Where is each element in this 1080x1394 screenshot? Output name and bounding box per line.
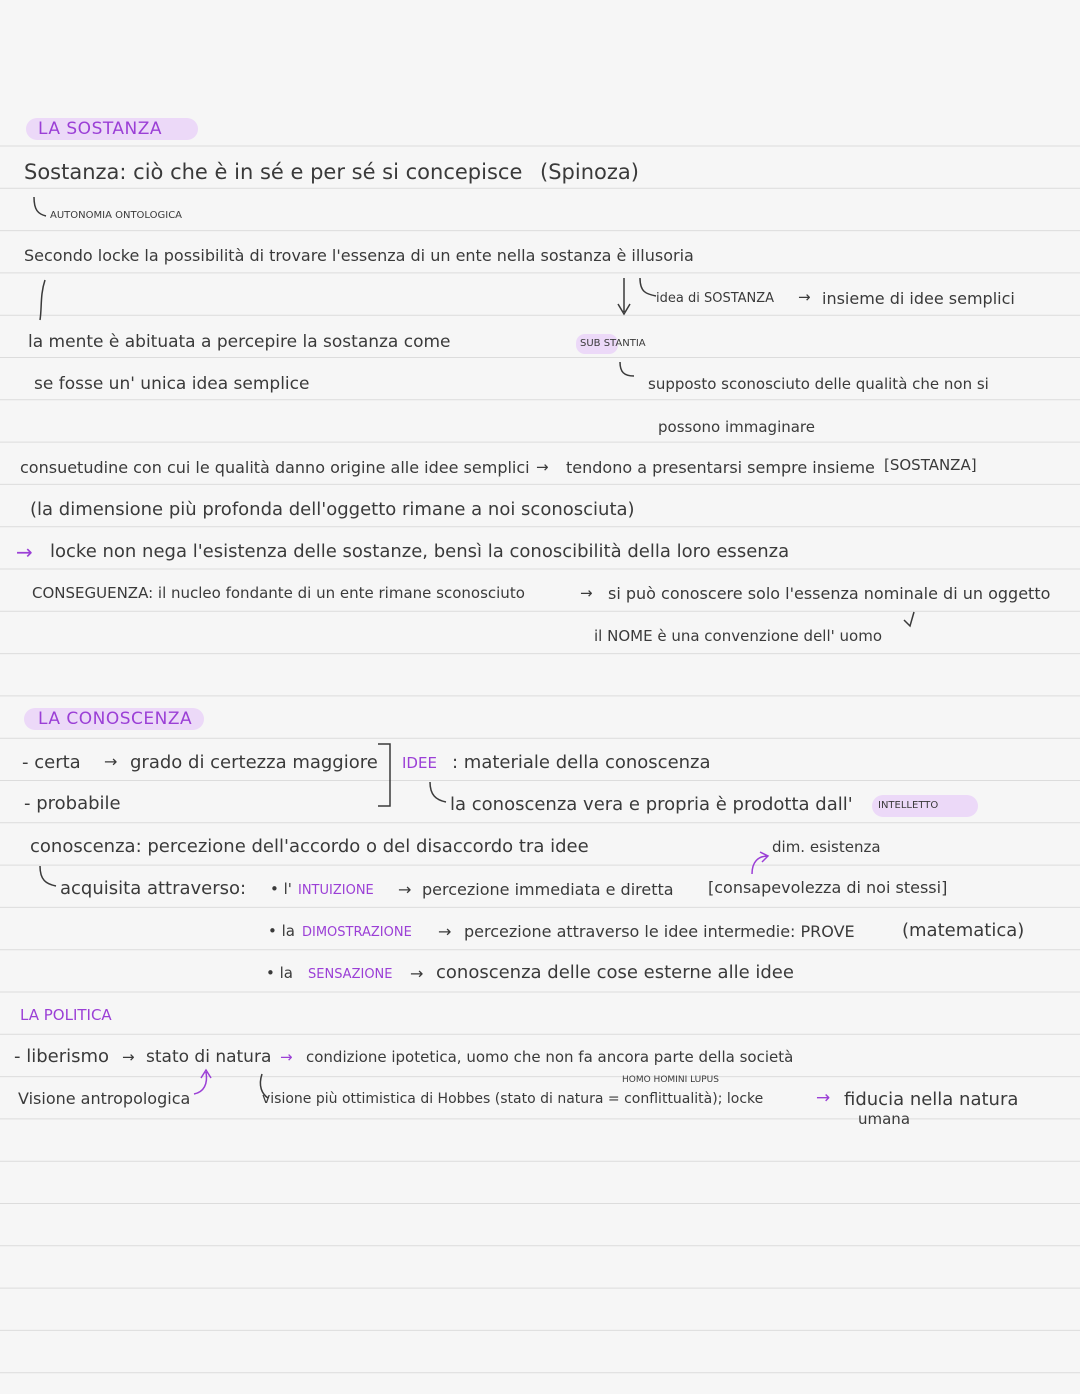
supposto-line-1: supposto sconosciuto delle qualità che non si [648,375,989,393]
connector-arrow-down-sostanza [618,278,630,314]
dimostrazione-label: DIMOSTRAZIONE [302,925,412,940]
dimostrazione-bullet: • la [268,922,295,940]
liberismo-item: - liberismo [14,1046,110,1067]
visione-ottimistica-line: visione più ottimistica di Hobbes (stato di natura = conflittualità); locke [262,1091,764,1107]
intelletto-label: INTELLETTO [878,800,939,811]
acquisita-label: acquisita attraverso: [60,878,247,899]
arrow-right-icon: → [798,288,811,306]
idea-sostanza-label: idea di SOSTANZA [656,291,775,306]
arrow-right-icon: → [410,964,424,983]
consuetudine-line: consuetudine con cui le qualità danno origine alle idee semplici [20,458,530,477]
homo-homini-lupus-label: HOMO HOMINI LUPUS [622,1075,719,1085]
nome-convenzione-line: il NOME è una convenzione dell' uomo [594,627,883,645]
arrow-right-icon: → [816,1088,831,1108]
section-heading-politica: LA POLITICA [20,1006,112,1024]
visione-antropologica-label: Visione antropologica [18,1089,191,1108]
arrow-right-icon: → [580,584,593,602]
fiducia-natura-label: fiducia nella natura [844,1089,1019,1110]
mente-line-2: se fosse un' unica idea semplice [34,374,310,394]
bracket-certezza [378,744,390,806]
arrow-right-icon: → [536,458,549,476]
sostanza-definition: Sostanza: ciò che è in sé e per sé si concepisce [24,160,523,184]
tendono-line: tendono a presentarsi sempre insieme [566,458,875,477]
sensazione-desc: conoscenza delle cose esterne alle idee [436,962,794,983]
certa-item: - certa [22,752,81,773]
essenza-nominale-line: si può conoscere solo l'essenza nominale di un oggetto [608,584,1051,603]
consapevolezza-label: [consapevolezza di noi stessi] [708,878,948,897]
substantia-label: SUB STANTIA [580,338,646,349]
probabile-item: - probabile [24,793,121,814]
prodotta-line: la conoscenza vera e propria è prodotta dall' [450,794,853,815]
idee-label: IDEE [402,754,437,772]
intuizione-label: INTUIZIONE [298,883,374,898]
connector-arrow-dim-esistenza [752,852,768,874]
grado-certezza-label: grado di certezza maggiore [130,752,378,773]
connector-arrow-nome [904,612,914,626]
matematica-label: (matematica) [902,920,1025,941]
idee-materiale-label: : materiale della conoscenza [452,752,711,773]
connector-hook-idee [430,782,446,802]
mente-line-1: la mente è abituata a percepire la sostanza come [28,332,451,352]
autonomia-label: AUTONOMIA ONTOLOGICA [50,210,183,221]
conoscenza-definizione: conoscenza: percezione dell'accordo o del disaccordo tra idee [30,836,589,857]
connector-hook-substantia [620,362,634,376]
condizione-ipotetica-line: condizione ipotetica, uomo che non fa ancora parte della società [306,1048,794,1066]
arrow-right-icon: → [398,880,412,899]
connector-hook-conoscenza [40,866,56,886]
section-heading-conoscenza: LA CONOSCENZA [38,709,193,729]
connector-hook-autonomia [34,197,46,216]
arrow-right-icon: → [122,1048,135,1066]
stato-natura-label: stato di natura [146,1047,272,1067]
intuizione-bullet: • l' [270,880,292,898]
connector-arrow-visione [194,1070,211,1094]
arrow-right-icon: → [438,922,452,941]
arrow-right-icon: → [280,1048,293,1066]
connector-hook-sostanza [640,278,656,296]
conseguenza-line: CONSEGUENZA: il nucleo fondante di un ente rimane sconosciuto [32,584,525,602]
arrow-right-icon: → [16,540,33,564]
dim-esistenza-label: dim. esistenza [772,838,881,856]
supposto-line-2: possono immaginare [658,418,815,436]
arrow-right-icon: → [104,752,118,771]
sensazione-bullet: • la [266,964,293,982]
dimensione-line: (la dimensione più profonda dell'oggetto rimane a noi sconosciuta) [30,499,635,520]
sensazione-label: SENSAZIONE [308,967,393,982]
insieme-idee-label: insieme di idee semplici [822,289,1015,308]
dimostrazione-desc: percezione attraverso le idee intermedie: PROVE [464,922,855,941]
connector-curve-down-left [40,280,45,320]
section-heading-sostanza: LA SOSTANZA [38,119,163,139]
umana-label: umana [858,1110,911,1128]
locke-nega-line: locke non nega l'esistenza delle sostanze, bensì la conoscibilità della loro essenza [50,541,790,562]
intuizione-desc: percezione immediata e diretta [422,880,674,899]
spinoza-label: (Spinoza) [540,160,639,184]
locke-sostanza-line: Secondo locke la possibilità di trovare l'essenza di un ente nella sostanza è illusoria [24,246,694,265]
sostanza-box-label: [SOSTANZA] [884,456,977,474]
